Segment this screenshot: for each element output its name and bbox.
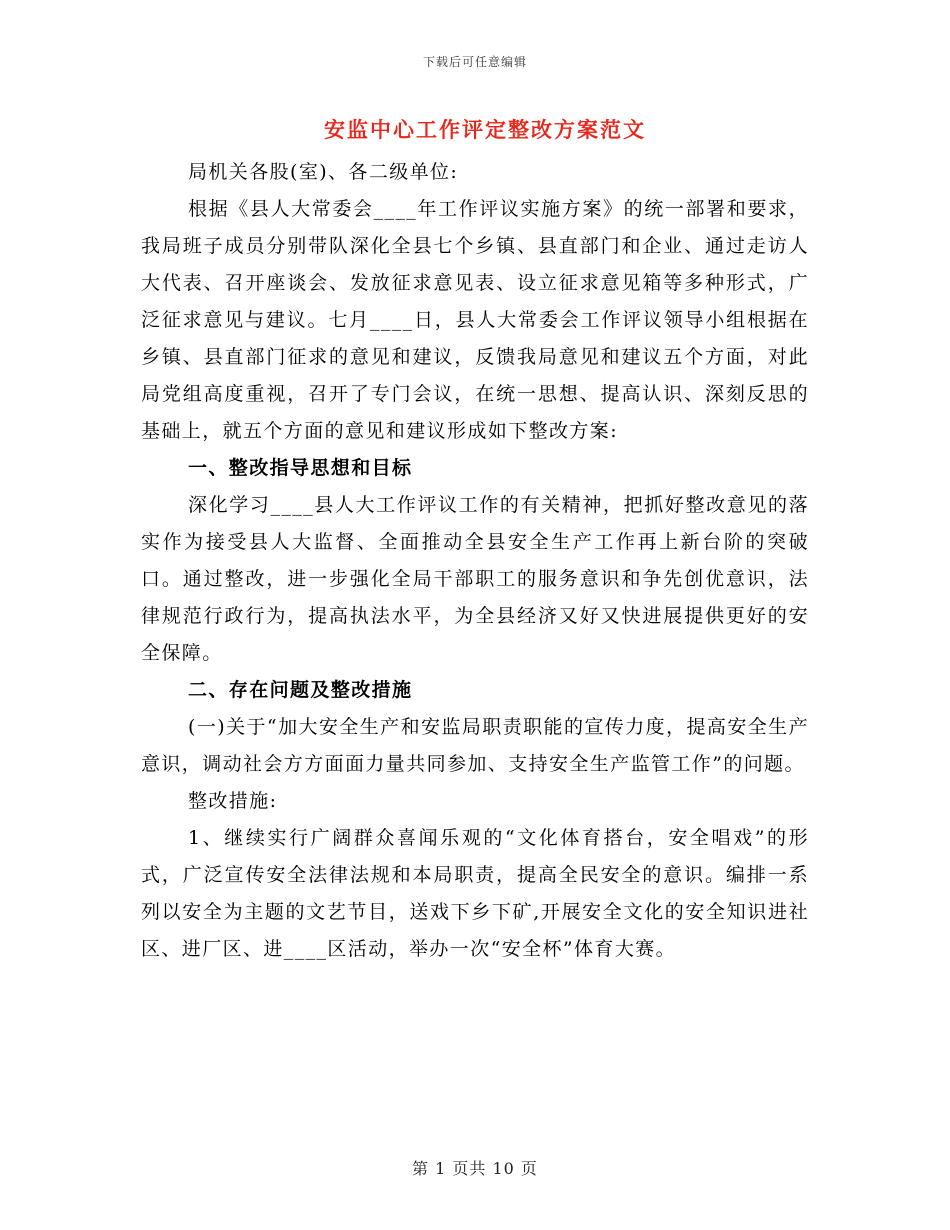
intro-paragraph: 根据《县人大常委会____年工作评议实施方案》的统一部署和要求，我局班子成员分别带队深化全县七个乡镇、县直部门和企业、通过走访人大代表、召开座谈会、发放征求意见表、设立征求意见箱等多种形式，广泛征求意见与建议。七月____日，县人大常委会工作评议领导小组根据在乡镇、县直部门征求的意见和建议，反馈我局意见和建议五个方面，对此局党组高度重视，召开了专门会议，在统一思想、提高认识、深刻反思的基础上，就五个方面的意见和建议形成如下整改方案:: [141, 198, 809, 442]
section-1-paragraph: 深化学习____县人大工作评议工作的有关精神，把抓好整改意见的落实作为接受县人大监督、全面推动全县安全生产工作再上新台阶的突破口。通过整改，进一步强化全局干部职工的服务意识和争先创优意识，法律规范行政行为，提高执法水平，为全县经济又好又快进展提供更好的安全保障。: [141, 494, 809, 664]
salutation-paragraph: 局机关各股(室)、各二级单位:: [188, 161, 459, 183]
document-title: 安监中心工作评定整改方案范文: [324, 117, 646, 142]
measures-label: 整改措施:: [188, 790, 278, 812]
section-heading-2: 二、存在问题及整改措施: [188, 679, 413, 701]
measure-1-paragraph: 1、继续实行广阔群众喜闻乐观的“文化体育搭台，安全唱戏”的形式，广泛宣传安全法律法规和本局职责，提高全民安全的意识。编排一系列以安全为主题的文艺节目，送戏下乡下矿,开展安全文化的安全知识进社区、进厂区、进____区活动，举办一次“安全杯”体育大赛。: [141, 827, 809, 960]
page-number-footer: 第 1 页共 10 页: [412, 1159, 538, 1178]
document-body: [141, 154, 809, 968]
page-header-note: 下载后可任意编辑: [422, 55, 527, 69]
section-heading-1: 一、整改指导思想和目标: [188, 457, 413, 479]
issue-1-paragraph: (一)关于“加大安全生产和安监局职责职能的宣传力度，提高安全生产意识，调动社会方方面面力量共同参加、支持安全生产监管工作”的问题。: [141, 716, 809, 775]
